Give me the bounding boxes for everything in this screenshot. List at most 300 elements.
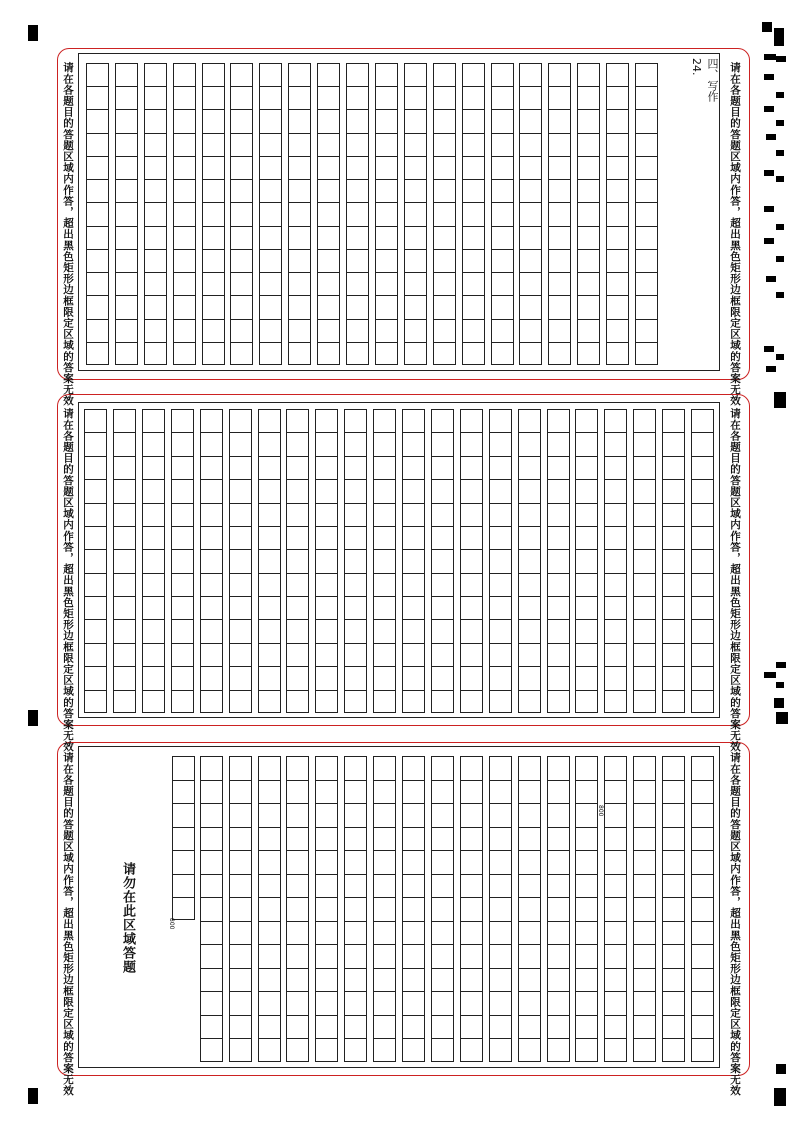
grid-cell[interactable] (174, 157, 195, 180)
grid-cell[interactable] (287, 875, 308, 899)
grid-cell[interactable] (316, 410, 337, 433)
grid-column[interactable] (606, 63, 629, 365)
grid-cell[interactable] (634, 550, 655, 573)
grid-cell[interactable] (634, 667, 655, 690)
grid-cell[interactable] (347, 180, 368, 203)
grid-column[interactable] (373, 756, 396, 1062)
grid-cell[interactable] (578, 250, 599, 273)
grid-cell[interactable] (287, 667, 308, 690)
grid-column[interactable] (633, 409, 656, 713)
grid-cell[interactable] (316, 757, 337, 781)
grid-cell[interactable] (663, 574, 684, 597)
grid-cell[interactable] (231, 320, 252, 343)
grid-cell[interactable] (519, 781, 540, 805)
grid-cell[interactable] (605, 433, 626, 456)
grid-cell[interactable] (461, 644, 482, 667)
grid-cell[interactable] (607, 87, 628, 110)
grid-cell[interactable] (434, 273, 455, 296)
grid-cell[interactable] (287, 527, 308, 550)
grid-cell[interactable] (201, 620, 222, 643)
grid-cell[interactable] (519, 945, 540, 969)
grid-cell[interactable] (548, 781, 569, 805)
grid-cell[interactable] (403, 457, 424, 480)
grid-cell[interactable] (203, 250, 224, 273)
grid-cell[interactable] (636, 250, 657, 273)
grid-cell[interactable] (259, 851, 280, 875)
grid-cell[interactable] (432, 620, 453, 643)
grid-cell[interactable] (548, 620, 569, 643)
grid-cell[interactable] (347, 203, 368, 226)
grid-column[interactable] (258, 756, 281, 1062)
grid-cell[interactable] (519, 410, 540, 433)
grid-cell[interactable] (403, 1016, 424, 1040)
grid-cell[interactable] (145, 110, 166, 133)
grid-cell[interactable] (634, 898, 655, 922)
grid-column[interactable] (489, 409, 512, 713)
grid-cell[interactable] (259, 504, 280, 527)
grid-column[interactable] (288, 63, 311, 365)
grid-cell[interactable] (85, 433, 106, 456)
grid-cell[interactable] (318, 64, 339, 87)
grid-cell[interactable] (287, 757, 308, 781)
grid-cell[interactable] (434, 157, 455, 180)
grid-cell[interactable] (347, 296, 368, 319)
grid-cell[interactable] (201, 781, 222, 805)
grid-cell[interactable] (634, 574, 655, 597)
grid-cell[interactable] (634, 922, 655, 946)
grid-cell[interactable] (345, 527, 366, 550)
grid-cell[interactable] (231, 203, 252, 226)
grid-cell[interactable] (519, 969, 540, 993)
grid-cell[interactable] (345, 597, 366, 620)
grid-cell[interactable] (490, 597, 511, 620)
grid-cell[interactable] (490, 410, 511, 433)
grid-cell[interactable] (692, 969, 713, 993)
grid-cell[interactable] (347, 273, 368, 296)
grid-cell[interactable] (259, 969, 280, 993)
grid-cell[interactable] (345, 828, 366, 852)
grid-cell[interactable] (634, 480, 655, 503)
grid-cell[interactable] (145, 320, 166, 343)
grid-cell[interactable] (173, 781, 194, 805)
grid-column[interactable] (202, 63, 225, 365)
grid-cell[interactable] (203, 110, 224, 133)
grid-cell[interactable] (230, 667, 251, 690)
grid-cell[interactable] (143, 550, 164, 573)
grid-cell[interactable] (374, 969, 395, 993)
grid-cell[interactable] (578, 273, 599, 296)
grid-cell[interactable] (434, 320, 455, 343)
grid-cell[interactable] (520, 64, 541, 87)
grid-cell[interactable] (519, 620, 540, 643)
grid-cell[interactable] (174, 296, 195, 319)
grid-cell[interactable] (231, 134, 252, 157)
grid-cell[interactable] (605, 1016, 626, 1040)
grid-cell[interactable] (663, 922, 684, 946)
grid-cell[interactable] (345, 504, 366, 527)
grid-cell[interactable] (548, 597, 569, 620)
grid-cell[interactable] (634, 597, 655, 620)
grid-cell[interactable] (519, 667, 540, 690)
grid-cell[interactable] (634, 620, 655, 643)
grid-cell[interactable] (230, 757, 251, 781)
grid-cell[interactable] (492, 87, 513, 110)
grid-cell[interactable] (287, 597, 308, 620)
grid-cell[interactable] (374, 757, 395, 781)
grid-cell[interactable] (634, 875, 655, 899)
grid-cell[interactable] (172, 597, 193, 620)
grid-cell[interactable] (259, 667, 280, 690)
grid-cell[interactable] (692, 992, 713, 1016)
grid-cell[interactable] (549, 180, 570, 203)
grid-cell[interactable] (490, 620, 511, 643)
grid-cell[interactable] (347, 320, 368, 343)
grid-column[interactable] (315, 756, 338, 1062)
grid-cell[interactable] (520, 296, 541, 319)
grid-column[interactable] (171, 409, 194, 713)
grid-cell[interactable] (85, 480, 106, 503)
grid-cell[interactable] (289, 250, 310, 273)
grid-column-partial[interactable] (172, 756, 195, 920)
grid-cell[interactable] (203, 64, 224, 87)
grid-cell[interactable] (490, 781, 511, 805)
grid-cell[interactable] (405, 320, 426, 343)
grid-cell[interactable] (174, 134, 195, 157)
grid-cell[interactable] (519, 504, 540, 527)
grid-cell[interactable] (203, 87, 224, 110)
grid-cell[interactable] (114, 504, 135, 527)
grid-cell[interactable] (374, 527, 395, 550)
grid-column[interactable] (229, 409, 252, 713)
grid-cell[interactable] (576, 781, 597, 805)
grid-cell[interactable] (259, 597, 280, 620)
grid-cell[interactable] (403, 410, 424, 433)
grid-column[interactable] (433, 63, 456, 365)
grid-cell[interactable] (548, 922, 569, 946)
grid-cell[interactable] (116, 320, 137, 343)
grid-cell[interactable] (432, 828, 453, 852)
grid-cell[interactable] (347, 64, 368, 87)
grid-cell[interactable] (549, 203, 570, 226)
grid-cell[interactable] (548, 945, 569, 969)
grid-cell[interactable] (318, 320, 339, 343)
grid-cell[interactable] (116, 134, 137, 157)
grid-cell[interactable] (403, 757, 424, 781)
grid-cell[interactable] (318, 203, 339, 226)
grid-cell[interactable] (173, 851, 194, 875)
grid-cell[interactable] (576, 480, 597, 503)
grid-cell[interactable] (376, 227, 397, 250)
grid-cell[interactable] (461, 667, 482, 690)
grid-cell[interactable] (461, 433, 482, 456)
grid-cell[interactable] (548, 898, 569, 922)
grid-cell[interactable] (230, 828, 251, 852)
grid-cell[interactable] (114, 527, 135, 550)
grid-cell[interactable] (492, 320, 513, 343)
grid-cell[interactable] (576, 527, 597, 550)
grid-cell[interactable] (520, 110, 541, 133)
grid-cell[interactable] (634, 781, 655, 805)
grid-cell[interactable] (490, 527, 511, 550)
grid-cell[interactable] (461, 969, 482, 993)
grid-cell[interactable] (461, 828, 482, 852)
grid-cell[interactable] (490, 550, 511, 573)
grid-cell[interactable] (663, 969, 684, 993)
grid-column[interactable] (317, 63, 340, 365)
grid-cell[interactable] (374, 504, 395, 527)
grid-cell[interactable] (692, 945, 713, 969)
grid-cell[interactable] (578, 110, 599, 133)
grid-cell[interactable] (663, 433, 684, 456)
grid-cell[interactable] (287, 969, 308, 993)
grid-cell[interactable] (578, 227, 599, 250)
grid-cell[interactable] (376, 273, 397, 296)
grid-cell[interactable] (492, 134, 513, 157)
grid-cell[interactable] (663, 644, 684, 667)
grid-cell[interactable] (578, 180, 599, 203)
grid-column[interactable] (575, 409, 598, 713)
grid-cell[interactable] (432, 922, 453, 946)
grid-cell[interactable] (318, 87, 339, 110)
grid-cell[interactable] (374, 667, 395, 690)
grid-cell[interactable] (434, 203, 455, 226)
grid-cell[interactable] (605, 898, 626, 922)
grid-cell[interactable] (576, 945, 597, 969)
grid-cell[interactable] (87, 87, 108, 110)
grid-cell[interactable] (230, 597, 251, 620)
grid-cell[interactable] (405, 157, 426, 180)
grid-cell[interactable] (316, 433, 337, 456)
grid-column[interactable] (633, 756, 656, 1062)
grid-cell[interactable] (259, 898, 280, 922)
grid-cell[interactable] (203, 134, 224, 157)
grid-cell[interactable] (461, 875, 482, 899)
grid-cell[interactable] (463, 134, 484, 157)
grid-cell[interactable] (548, 992, 569, 1016)
grid-cell[interactable] (403, 574, 424, 597)
grid-cell[interactable] (576, 574, 597, 597)
grid-column[interactable] (547, 409, 570, 713)
grid-cell[interactable] (259, 781, 280, 805)
grid-cell[interactable] (490, 992, 511, 1016)
grid-cell[interactable] (605, 922, 626, 946)
grid-cell[interactable] (463, 110, 484, 133)
grid-cell[interactable] (548, 644, 569, 667)
grid-cell[interactable] (318, 227, 339, 250)
grid-cell[interactable] (432, 757, 453, 781)
grid-cell[interactable] (605, 969, 626, 993)
grid-cell[interactable] (374, 992, 395, 1016)
grid-cell[interactable] (605, 804, 626, 828)
grid-cell[interactable] (259, 1016, 280, 1040)
grid-cell[interactable] (636, 87, 657, 110)
grid-cell[interactable] (692, 550, 713, 573)
grid-column[interactable] (259, 63, 282, 365)
grid-cell[interactable] (230, 992, 251, 1016)
grid-cell[interactable] (490, 667, 511, 690)
grid-cell[interactable] (259, 574, 280, 597)
grid-cell[interactable] (663, 550, 684, 573)
grid-column[interactable] (200, 409, 223, 713)
grid-cell[interactable] (578, 87, 599, 110)
grid-cell[interactable] (259, 945, 280, 969)
grid-cell[interactable] (289, 180, 310, 203)
grid-cell[interactable] (461, 804, 482, 828)
grid-cell[interactable] (692, 527, 713, 550)
grid-cell[interactable] (145, 64, 166, 87)
grid-cell[interactable] (376, 296, 397, 319)
grid-cell[interactable] (405, 87, 426, 110)
grid-cell[interactable] (201, 757, 222, 781)
grid-cell[interactable] (230, 550, 251, 573)
grid-cell[interactable] (692, 1016, 713, 1040)
grid-cell[interactable] (432, 550, 453, 573)
grid-cell[interactable] (287, 898, 308, 922)
grid-cell[interactable] (345, 480, 366, 503)
grid-cell[interactable] (432, 804, 453, 828)
grid-cell[interactable] (492, 273, 513, 296)
grid-cell[interactable] (345, 945, 366, 969)
grid-cell[interactable] (143, 644, 164, 667)
grid-cell[interactable] (345, 804, 366, 828)
grid-cell[interactable] (231, 110, 252, 133)
grid-cell[interactable] (316, 574, 337, 597)
grid-cell[interactable] (663, 410, 684, 433)
grid-cell[interactable] (548, 969, 569, 993)
grid-cell[interactable] (347, 87, 368, 110)
grid-cell[interactable] (345, 550, 366, 573)
grid-cell[interactable] (231, 273, 252, 296)
grid-cell[interactable] (578, 134, 599, 157)
grid-cell[interactable] (490, 574, 511, 597)
grid-cell[interactable] (607, 110, 628, 133)
grid-cell[interactable] (520, 227, 541, 250)
grid-cell[interactable] (145, 157, 166, 180)
grid-cell[interactable] (636, 134, 657, 157)
grid-cell[interactable] (316, 992, 337, 1016)
grid-cell[interactable] (201, 410, 222, 433)
grid-cell[interactable] (492, 157, 513, 180)
grid-cell[interactable] (405, 110, 426, 133)
grid-cell[interactable] (520, 250, 541, 273)
grid-cell[interactable] (519, 644, 540, 667)
grid-cell[interactable] (201, 667, 222, 690)
grid-cell[interactable] (287, 828, 308, 852)
grid-cell[interactable] (87, 250, 108, 273)
grid-cell[interactable] (492, 64, 513, 87)
grid-cell[interactable] (259, 644, 280, 667)
grid-cell[interactable] (432, 969, 453, 993)
grid-cell[interactable] (405, 227, 426, 250)
grid-cell[interactable] (374, 828, 395, 852)
grid-cell[interactable] (316, 804, 337, 828)
grid-cell[interactable] (201, 574, 222, 597)
grid-cell[interactable] (492, 296, 513, 319)
grid-cell[interactable] (403, 851, 424, 875)
grid-cell[interactable] (347, 250, 368, 273)
grid-cell[interactable] (605, 480, 626, 503)
grid-cell[interactable] (289, 273, 310, 296)
grid-cell[interactable] (548, 410, 569, 433)
grid-cell[interactable] (634, 410, 655, 433)
grid-cell[interactable] (636, 180, 657, 203)
grid-cell[interactable] (287, 781, 308, 805)
grid-cell[interactable] (663, 504, 684, 527)
grid-cell[interactable] (374, 597, 395, 620)
grid-cell[interactable] (114, 410, 135, 433)
grid-cell[interactable] (463, 203, 484, 226)
grid-cell[interactable] (287, 992, 308, 1016)
grid-cell[interactable] (87, 64, 108, 87)
grid-cell[interactable] (549, 227, 570, 250)
grid-cell[interactable] (607, 180, 628, 203)
grid-cell[interactable] (259, 922, 280, 946)
grid-cell[interactable] (172, 620, 193, 643)
grid-cell[interactable] (374, 898, 395, 922)
grid-cell[interactable] (143, 597, 164, 620)
grid-cell[interactable] (605, 457, 626, 480)
grid-cell[interactable] (230, 457, 251, 480)
grid-cell[interactable] (287, 945, 308, 969)
grid-cell[interactable] (143, 410, 164, 433)
grid-cell[interactable] (345, 875, 366, 899)
grid-cell[interactable] (519, 828, 540, 852)
grid-cell[interactable] (374, 480, 395, 503)
grid-cell[interactable] (114, 574, 135, 597)
grid-cell[interactable] (576, 550, 597, 573)
grid-cell[interactable] (203, 320, 224, 343)
grid-cell[interactable] (692, 804, 713, 828)
grid-cell[interactable] (636, 320, 657, 343)
grid-cell[interactable] (519, 1016, 540, 1040)
grid-cell[interactable] (492, 180, 513, 203)
grid-cell[interactable] (376, 320, 397, 343)
grid-column[interactable] (635, 63, 658, 365)
grid-cell[interactable] (519, 851, 540, 875)
grid-cell[interactable] (549, 320, 570, 343)
grid-cell[interactable] (289, 203, 310, 226)
grid-cell[interactable] (519, 757, 540, 781)
grid-cell[interactable] (345, 1016, 366, 1040)
grid-cell[interactable] (607, 227, 628, 250)
grid-cell[interactable] (345, 667, 366, 690)
grid-cell[interactable] (403, 597, 424, 620)
grid-cell[interactable] (634, 804, 655, 828)
grid-cell[interactable] (432, 410, 453, 433)
grid-cell[interactable] (607, 157, 628, 180)
grid-cell[interactable] (605, 828, 626, 852)
grid-cell[interactable] (260, 320, 281, 343)
grid-column[interactable] (286, 409, 309, 713)
grid-cell[interactable] (287, 804, 308, 828)
grid-cell[interactable] (432, 667, 453, 690)
grid-cell[interactable] (172, 504, 193, 527)
grid-cell[interactable] (607, 320, 628, 343)
grid-cell[interactable] (461, 851, 482, 875)
grid-cell[interactable] (432, 504, 453, 527)
grid-column[interactable] (402, 756, 425, 1062)
grid-cell[interactable] (287, 574, 308, 597)
grid-cell[interactable] (432, 781, 453, 805)
grid-cell[interactable] (432, 1016, 453, 1040)
grid-cell[interactable] (374, 644, 395, 667)
grid-cell[interactable] (143, 480, 164, 503)
grid-cell[interactable] (519, 922, 540, 946)
grid-cell[interactable] (634, 1016, 655, 1040)
grid-cell[interactable] (316, 504, 337, 527)
grid-cell[interactable] (607, 250, 628, 273)
grid-cell[interactable] (201, 433, 222, 456)
